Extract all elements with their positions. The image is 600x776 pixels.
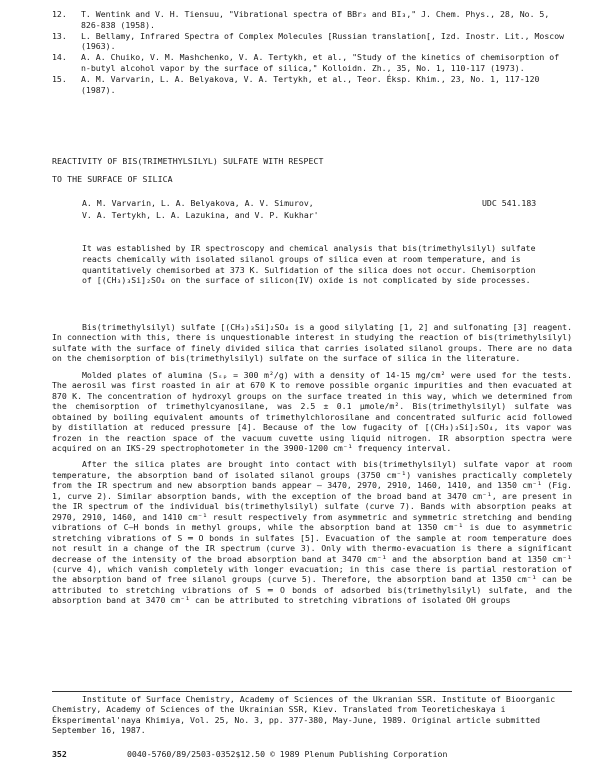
page-footer xyxy=(52,749,572,759)
reference-number: 13. xyxy=(52,30,67,41)
article-title-line-1: REACTIVITY OF BIS(TRIMETHYLSILYL) SULFATE WITH RESPECT xyxy=(52,156,324,166)
page-number: 352 xyxy=(52,749,67,759)
body-paragraph: Bis(trimethylsilyl) sulfate [(CH₃)₃Si]₂SO₄ is a good silylating [1, 2] and sulfonating [3] reagent. In connection with this, there is unquestionable interest in studying the reaction of bis(trimethylsilyl) sulfate with the surface of finely divided silica that carries isolated silanol groups. There are no data on the chemisorption of bis(trimethylsilyl) sulfate on the surface of silica in the literature. xyxy=(52,322,572,364)
abstract: It was established by IR spectroscopy and chemical analysis that bis(trimethylsilyl) sulfate reacts chemically with isolated silanol groups of silica even at room temperature, and is quantitatively chemisorbed at 373 K. Sulfidation of the silica does not occur. Chemisorption of [(CH₃)₃Si]₂SO₄ on the surface of silicon(IV) oxide is not complicated by side processes. xyxy=(82,243,536,286)
reference-list xyxy=(52,9,572,96)
reference-number: 14. xyxy=(52,52,67,63)
reference-item xyxy=(52,74,572,95)
reference-item xyxy=(52,52,572,73)
reference-number: 15. xyxy=(52,74,67,85)
reference-text: T. Wentink and V. H. Tiensuu, "Vibrational spectra of BBr₃ and BI₃," J. Chem. Phys., 28, No. 5, 826-838 (1958). xyxy=(81,9,550,30)
footnote-divider xyxy=(52,691,572,692)
author-list xyxy=(82,198,382,221)
body-paragraph: After the silica plates are brought into contact with bis(trimethylsilyl) sulfate vapor at room temperature, the absorption band of isolated silanol groups (3750 cm⁻¹) vanishes practically completely from the IR spectrum and new absorption bands appear — 3470, 2970, 2910, 1460, 1410, and 1350 cm⁻¹ (Fig. 1, curve 2). Similar absorption bands, with the exception of the broad band at 3470 cm⁻¹, are present in the IR spectrum of the individual bis(trimethylsilyl) sulfate (curve 7). Bands with absorption peaks at 2970, 2910, 1460, and 1410 cm⁻¹ result respectively from asymmetric and symmetric stretching and bending vibrations of C—H bonds in methyl groups, while the absorption band at 1350 cm⁻¹ is due to asymmetric stretching vibrations of S ═ O bonds in sulfates [5]. Evacuation of the sample at room temperature does not result in a change of the IR spectrum (curve 3). Only with thermo-evacuation is there a significant decrease of the intensity of the broad absorption band at 3470 cm⁻¹ and the absorption band at 1350 cm⁻¹ (curve 4), which vanish completely with longer evacuation; in this case there is partial restoration of the absorption band of free silanol groups (curve 5). Therefore, the absorption band at 1350 cm⁻¹ can be attributed to stretching vibrations of S ═ O bonds of adsorbed bis(trimethylsilyl) sulfate, and the absorption band at 3470 cm⁻¹ can be attributed to stretching vibrations of isolated OH groups xyxy=(52,459,572,606)
reference-item xyxy=(52,9,572,30)
author-line-2: V. A. Tertykh, L. A. Lazukina, and V. P. Kukhar' xyxy=(82,209,319,220)
reference-text: L. Bellamy, Infrared Spectra of Complex Molecules [Russian translation[, Izd. Inostr. Lit., Moscow (1963). xyxy=(81,30,565,52)
reference-text: A. M. Varvarin, L. A. Belyakova, V. A. Tertykh, et al., Teor. Éksp. Khim., 23, No. 1, 117-120 (1987). xyxy=(81,74,540,95)
article-body xyxy=(52,322,572,612)
author-line-1: A. M. Varvarin, L. A. Belyakova, A. V. Simurov, xyxy=(82,198,314,208)
udc-code: UDC 541.183 xyxy=(482,198,537,208)
article-title-line-2: TO THE SURFACE OF SILICA xyxy=(52,174,173,184)
article-title xyxy=(52,155,552,191)
body-paragraph: Molded plates of alumina (Sₛₚ = 300 m²/g) with a density of 14-15 mg/cm² were used for the tests. The aerosil was first roasted in air at 670 K to remove possible organic impurities and then evacuated at 870 K. The concentration of hydroxyl groups on the surface treated in this way, which we determined from the chemisorption of trimethylcyanosilane, was 2.5 ± 0.1 μmole/m². Bis(trimethylsilyl) sulfate was obtained by boiling equivalent amounts of trimethylchlorosilane and concentrated sulfuric acid followed by distillation at reduced pressure [4]. Because of the low fugacity of [(CH₃)₃Si]₂SO₄, its vapor was frozen in the reaction space of the vacuum cuvette using liquid nitrogen. IR absorption spectra were acquired on an IKS-29 spectrophotometer in the 3900-1200 cm⁻¹ frequency interval. xyxy=(52,369,572,453)
reference-item xyxy=(52,31,572,52)
affiliation-footnote: Institute of Surface Chemistry, Academy of Sciences of the Ukranian SSR. Institute of Bioorganic Chemistry, Academy of Sciences of the Ukrainian SSR, Kiev. Translated from Teoreticheskaya i Éksperimental'naya Khimiya, Vol. 25, No. 3, pp. 377-380, May-June, 1989. Original article submitted September 16, 1987. xyxy=(52,694,556,736)
copyright-line: 0040-5760/89/2503-0352$12.50 © 1989 Plenum Publishing Corporation xyxy=(127,749,448,759)
reference-number: 12. xyxy=(52,9,67,19)
reference-text: A. A. Chuiko, V. M. Mashchenko, V. A. Tertykh, et al., "Study of the kinetics of chemisorption of n-butyl alcohol vapor by the surface of silica," Kolloidn. Zh., 35, No. 1, 110-117 (1973). xyxy=(81,52,560,73)
